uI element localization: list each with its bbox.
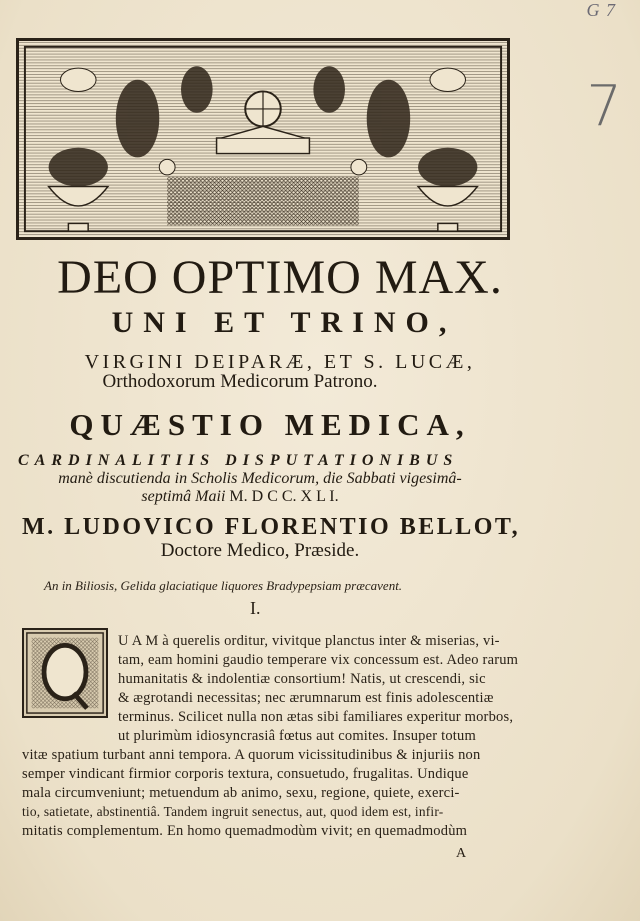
dedication-line-patron: Orthodoxorum Medicorum Patrono. <box>102 371 378 392</box>
marginal-number: 7 <box>586 74 622 139</box>
body-line-6: ut plurimùm idiosyncrasiâ fœtus aut comites. Insuper totum <box>118 728 476 744</box>
catchword: A <box>456 846 467 861</box>
section-numeral: I. <box>250 598 261 618</box>
thesis-question: An in Biliosis, Gelida glaciatique liquores Bradypepsiam præcavent. <box>44 578 403 593</box>
date-line <box>0 488 520 506</box>
dedication-line-trinity: UNI ET TRINO, <box>111 306 457 339</box>
body-line-11: mitatis complementum. En homo quemadmodùm vivit; en quemadmodùm <box>22 823 468 839</box>
body-line-4: & ægrotandi necessitas; nec ærumnarum est finis adolescentiæ <box>118 690 494 706</box>
body-line-7: vitæ spatium turbant anni tempora. A quorum vicissitudinibus & injuriis non <box>22 747 481 763</box>
quaestio-heading: QUÆSTIO MEDICA, <box>69 407 471 442</box>
date-italic: septimâ Maii <box>141 488 226 505</box>
dedication-title: DEO OPTIMO MAX. <box>57 251 503 304</box>
praeses-title: Doctore Medico, Præside. <box>160 540 360 561</box>
body-line-9: mala circumveniunt; metuendum ab animo, sexu, regione, quiete, exerci- <box>22 785 460 801</box>
ornamental-headpiece <box>16 38 510 240</box>
body-line-8: semper vindicant firmior corporis textura, consuetudo, frugalitas. Undique <box>22 766 469 782</box>
body-line-2: tam, eam homini gaudio temperare vix concessum est. Adeo rarum <box>118 652 519 668</box>
body-line-5: terminus. Scilicet nulla non ætas sibi familiares experitur morbos, <box>118 709 514 725</box>
date-year: M. D C C. X L I. <box>229 488 339 505</box>
occasion-line: manè discutienda in Scholis Medicorum, die Sabbati vigesimâ- <box>58 470 462 487</box>
decorated-initial-q <box>22 628 108 718</box>
body-line-3: humanitatis & indolentiæ consortium! Natis, ut crescendi, sic <box>118 671 486 687</box>
body-line-10: tio, satietate, abstinentiâ. Tandem ingruit senectus, aut, quod idem est, infir- <box>22 804 444 819</box>
praeses-name: M. LUDOVICO FLORENTIO BELLOT, <box>22 514 521 540</box>
corner-annotation: G 7 <box>586 0 616 20</box>
disputationes-heading: CARDINALITIIS DISPUTATIONIBUS <box>18 452 459 469</box>
dedication-line-virgin: VIRGINI DEIPARÆ, ET S. LUCÆ, <box>84 351 476 373</box>
body-line-1: U A M à querelis orditur, vivitque planctus inter & miserias, vi- <box>118 633 500 649</box>
